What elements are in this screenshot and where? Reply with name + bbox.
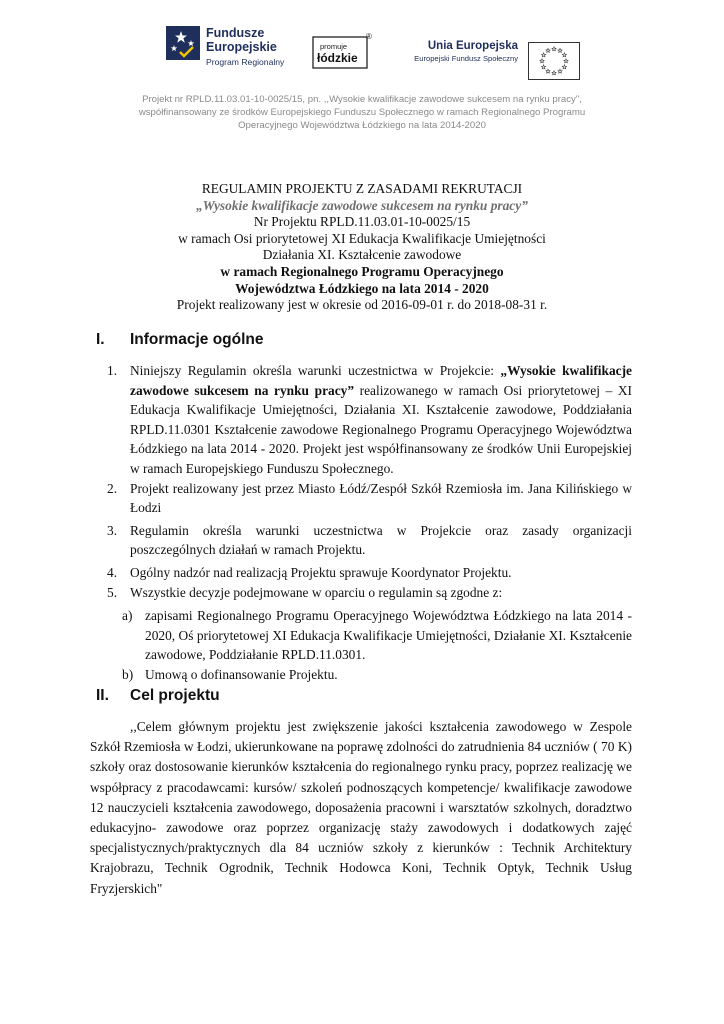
sub-list-item (90, 665, 632, 685)
item-text: Niniejszy Regulamin określa warunki uczestnictwa w Projekcie: (130, 363, 501, 378)
sub-item-text: zapisami Regionalnego Programu Operacyjnego Województwa Łódzkiego na lata 2014 - 2020, Oś priorytetowej XI Edukacja Kwalifikacje Umiejętności, Działanie XI. Kształcenie zawodowe, Poddziałanie RPLD.11.0301. (145, 608, 632, 663)
section-1-title: Informacje ogólne (130, 331, 264, 348)
promuje-lodzkie-logo (312, 30, 378, 75)
fe-logo-line1: Fundusze (206, 26, 265, 40)
fe-logo-line3: Program Regionalny (206, 57, 285, 67)
section-2-heading (96, 686, 220, 706)
project-name: „Wysokie kwalifikacje zawodowe sukcesem na rynku pracy” (196, 197, 528, 213)
logo-bar (0, 18, 724, 82)
fundusze-europejskie-star-icon (166, 26, 200, 60)
section-2-paragraph: ,,Celem głównym projektu jest zwiększenie jakości kształcenia zawodowego w Zespole Szkół Rzemiosła w Łodzi, ukierunkowane na poprawę zdolności do zatrudnienia 84 uczniów ( 70 K) szkoły oraz dostosowanie kierunków kształcenia do regionalnego rynku pracy, poprzez realizację we współpracy z pracodawcami: kursów/ szkoleń podnoszących kompetencje/ kwalifikacje zawodowe 12 nauczycieli kształcenia zawodowego, doposażenia pracowni i warsztatów szkolnych, doradztwo edukacyjno- zawodowe oraz poprzez organizację staży zawodowych i dodatkowych zajęć specjalistycznych/praktycznych dla 84 uczniów szkoły z kierunków : Technik Architektury Krajobrazu, Technik Ogrodnik, Technik Hodowca Koni, Technik Optyk, Technik Usług Fryzjerskich" (90, 719, 632, 896)
sub-list-item (90, 606, 632, 665)
item-text: Wszystkie decyzje podejmowane w oparciu o regulamin są zgodne z: (130, 584, 503, 600)
item-text-bold: „Wysokie kwalifikacje zawodowe sukcesem na rynku pracy” (130, 363, 632, 398)
programme-line1: w ramach Regionalnego Programu Operacyjnego (220, 263, 504, 279)
eu-flag-icon (528, 42, 580, 80)
item-number: 5. (107, 584, 118, 600)
unia-europejska-logo (414, 28, 594, 78)
section-2-title: Cel projektu (130, 687, 220, 704)
list-item (90, 479, 632, 518)
list-item (90, 583, 632, 603)
header-note-line: Operacyjnego Województwa Łódzkiego na lata 2014-2020 (238, 120, 486, 131)
ue-logo-line2: Europejski Fundusz Społeczny (414, 54, 518, 63)
header-note-line: współfinansowany ze środków Europejskiego Funduszu Społecznego w ramach Regionalnego Programu (138, 107, 586, 118)
registered-mark: ® (366, 32, 372, 41)
item-text: Regulamin określa warunki uczestnictwa w Projekcie oraz zasady organizacji poszczególnych działań w ramach Projektu. (130, 522, 632, 558)
project-number: Nr Projektu RPLD.11.03.01-10-0025/15 (253, 214, 471, 230)
sub-item-letter: a) (122, 608, 133, 624)
project-header-note (40, 93, 684, 132)
item-text: Ogólny nadzór nad realizacją Projektu sprawuje Koordynator Projektu. (130, 564, 512, 580)
item-text: realizowanego w ramach Osi priorytetowej – XI Edukacja Kwalifikacje Umiejętności, Działania XI. Kształcenie zawodowe, Poddziałania RPLD.11.0301 Kształcenie zawodowe Regionalnego Programu Operacyjnego Województwa Łódzkiego na lata 2014 - 2020. Projekt jest współfinansowany ze środków Unii Europejskiej w ramach Europejskiego Funduszu Społecznego. (130, 382, 633, 476)
item-number: 1. (107, 363, 118, 378)
section-1-heading (96, 330, 264, 350)
item-number: 3. (107, 522, 118, 538)
list-item (90, 361, 632, 479)
ue-logo-line1: Unia Europejska (427, 40, 518, 52)
section-1-number: I. (96, 331, 105, 348)
section-1-list (90, 361, 632, 685)
section-2-number: II. (96, 687, 109, 704)
document-title: REGULAMIN PROJEKTU Z ZASADAMI REKRUTACJI (201, 181, 523, 196)
list-item (90, 521, 632, 560)
sub-item-letter: b) (122, 666, 134, 682)
fe-logo-line2: Europejskie (206, 40, 277, 54)
list-item (90, 563, 632, 583)
measure: Działania XI. Kształcenie zawodowe (262, 247, 462, 263)
item-number: 2. (107, 480, 118, 496)
project-period: Projekt realizowany jest w okresie od 2016-09-01 r. do 2018-08-31 r. (176, 297, 548, 313)
item-text: Projekt realizowany jest przez Miasto Łódź/Zespół Szkół Rzemiosła im. Jana Kilińskiego w Łodzi (130, 480, 632, 516)
sub-item-text: Umową o dofinansowanie Projektu. (145, 666, 338, 682)
title-block (60, 181, 664, 314)
fundusze-europejskie-logo (166, 24, 296, 76)
lodzkie-logo-small-text: promuje (320, 42, 348, 51)
lodzkie-logo-big-text: łódzkie (317, 51, 358, 65)
header-note-line: Projekt nr RPLD.11.03.01-10-0025/15, pn. ,,Wysokie kwalifikacje zawodowe sukcesem na rynku pracy", (142, 94, 582, 105)
programme-line2: Województwa Łódzkiego na lata 2014 - 2020 (235, 280, 489, 296)
priority-axis: w ramach Osi priorytetowej XI Edukacja Kwalifikacje Umiejętności (178, 230, 546, 246)
item-number: 4. (107, 564, 118, 580)
